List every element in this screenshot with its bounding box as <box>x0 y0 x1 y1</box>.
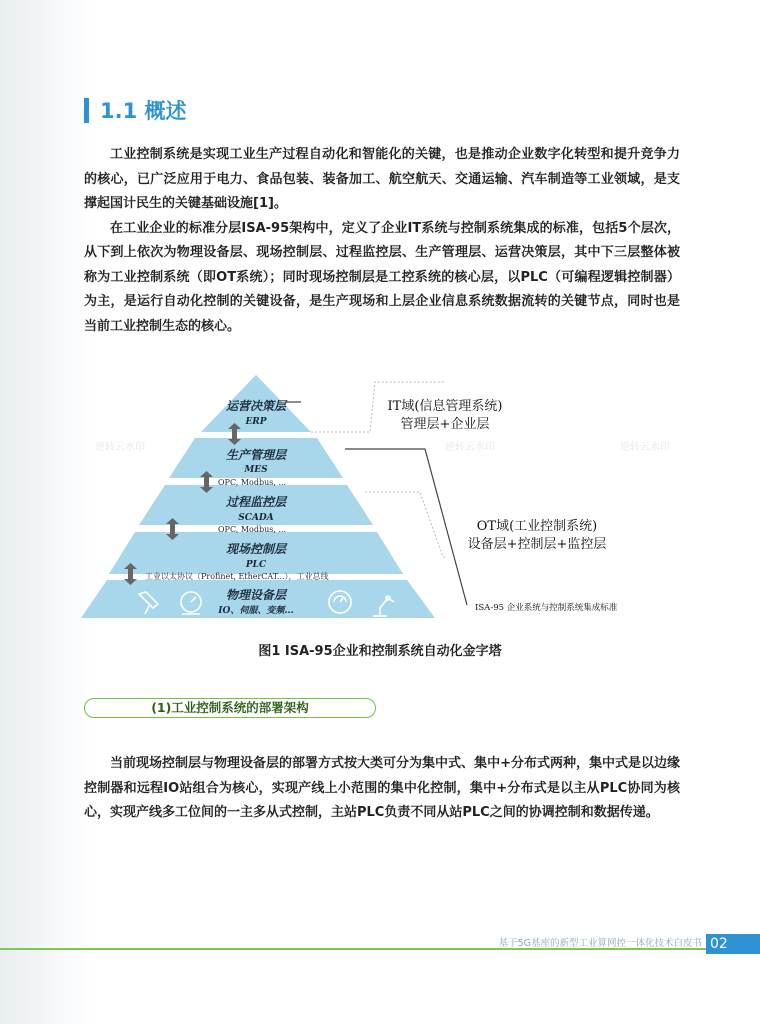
protocol-label-2: OPC, Modbus, ... <box>218 525 287 534</box>
watermark-1: 逆转云水印 <box>95 442 145 453</box>
layer-5-sub: IO、伺服、变频... <box>218 606 294 616</box>
layer-5-name: 物理设备层 <box>225 588 287 602</box>
section-title: 1.1 概述 <box>100 99 187 123</box>
protocol-label-1: OPC, Modbus, ... <box>218 478 287 487</box>
layer-4-name: 现场控制层 <box>225 542 287 556</box>
paragraph-2: 在工业企业的标准分层ISA-95架构中，定义了企业IT系统与控制系统集成的标准，包括5个层次，从下到上依次为物理设备层、现场控制层、过程监控层、生产管理层、运营决策层，其中下三层整体被称为工业控制系统（即OT系统）；同时现场控制层是工控系统的核心层，以PLC（可编程逻辑控制器）为主，是运行自动化控制的关键设备，是生产现场和上层企业信息系统数据流转的关键节点，同时也是当前工业控制生态的核心。 <box>84 220 680 334</box>
layer-2-sub: MES <box>244 465 268 475</box>
it-domain-title: IT域(信息管理系统) <box>387 399 503 414</box>
layer-1-sub: ERP <box>245 417 267 427</box>
isa95-pyramid-figure <box>95 372 685 622</box>
deployment-paragraph <box>84 752 680 826</box>
protocol-label-3: 工业以太协议（Profinet, EtherCAT...），工业总线 <box>145 572 329 581</box>
it-domain-subtitle: 管理层+企业层 <box>400 417 490 432</box>
layer-2-name: 生产管理层 <box>225 448 287 462</box>
section-heading <box>84 95 187 125</box>
watermark-3: 逆转云水印 <box>620 442 670 453</box>
layer-3-name: 过程监控层 <box>225 495 287 509</box>
watermark-2: 逆转云水印 <box>445 442 495 453</box>
paragraph-1: 工业控制系统是实现工业生产过程自动化和智能化的关键，也是推动企业数字化转型和提升竞争力的核心，已广泛应用于电力、食品包装、装备加工、航空航天、交通运输、汽车制造等工业领域，是支撑起国计民生的关键基础设施[1]。 <box>84 147 680 211</box>
ot-domain-title: OT域(工业控制系统) <box>476 519 598 534</box>
page-left-shade <box>0 0 95 1024</box>
layer-3-sub: SCADA <box>238 513 274 523</box>
figure-caption: 图1 ISA-95企业和控制系统自动化金字塔 <box>258 644 502 659</box>
layer-1-name: 运营决策层 <box>225 399 287 413</box>
ot-domain-subtitle: 设备层+控制层+监控层 <box>467 537 607 552</box>
paragraph-3: 当前现场控制层与物理设备层的部署方式按大类可分为集中式、集中+分布式两种，集中式是以边缘控制器和远程IO站组合为核心，实现产线上小范围的集中化控制，集中+分布式是以主从PLC协同为核心，实现产线多工位间的一主多从式控制，主站PLC负责不同从站PLC之间的协调控制和数据传递。 <box>84 756 680 820</box>
heading-accent-bar <box>84 98 89 123</box>
isa95-note: ISA-95 企业系统与控制系统集成标准 <box>475 603 618 613</box>
subsection-pill: (1)工业控制系统的部署架构 <box>84 698 376 718</box>
layer-4-sub: PLC <box>245 560 267 570</box>
intro-paragraphs <box>84 143 680 339</box>
footer-title: 基于5G基座的新型工业算网控一体化技术白皮书 <box>498 938 702 949</box>
page-number: 02 <box>706 934 760 954</box>
